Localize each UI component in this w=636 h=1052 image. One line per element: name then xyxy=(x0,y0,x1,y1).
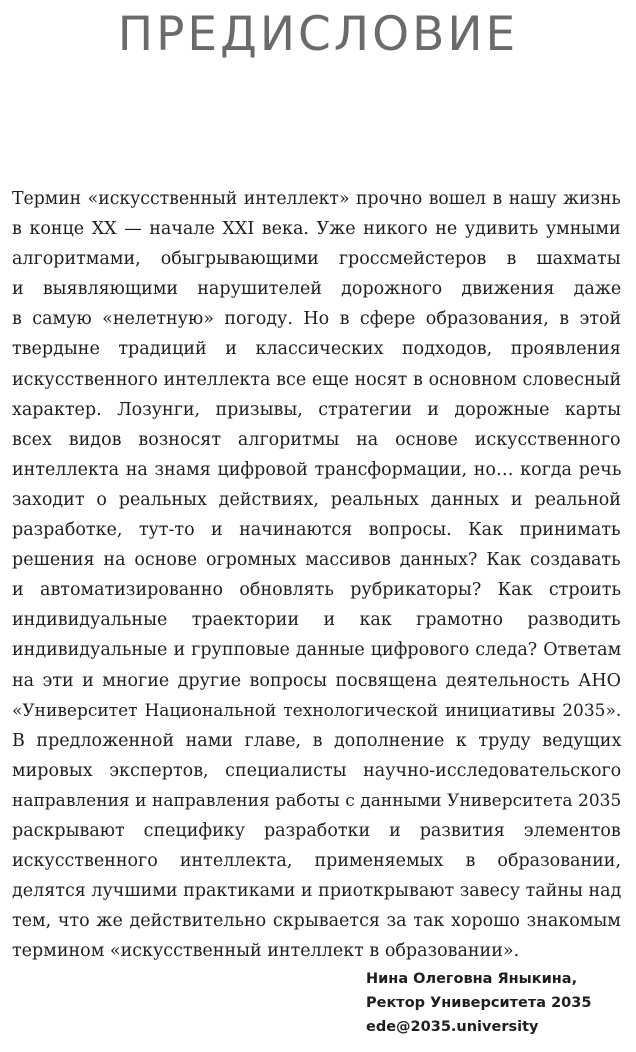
text-line: Термин «искусственный интеллект» прочно вошел в нашу жизнь xyxy=(12,189,621,209)
text-line: В предложенной нами главе, в дополнение к труду ведущих xyxy=(12,730,622,751)
text-line: на эти и многие другие вопросы посвящена деятельность АНО xyxy=(12,670,621,691)
text-line: направления и направления работы с данными Университета 2035 xyxy=(12,790,622,811)
text-line: алгоритмами, обыгрывающими гроссмейстеров в шахматы xyxy=(12,249,621,270)
text-line: разработке, тут-то и начинаются вопросы. Как принимать xyxy=(12,520,621,541)
text-line: и выявляющими нарушителей дорожного движения даже xyxy=(12,279,622,300)
text-line: индивидуальные и групповые данные цифрового следа? Ответам xyxy=(12,640,622,661)
text-line: индивидуальные траектории и как грамотно разводить xyxy=(12,610,621,631)
text-line: тем, что же действительно скрывается за так хорошо знакомым xyxy=(12,911,621,932)
page-title: ПРЕДИСЛОВИЕ xyxy=(117,7,519,62)
signature-block xyxy=(366,967,626,1039)
text-line: в конце XX — начале XXI века. Уже никого не удивить умными xyxy=(12,219,621,240)
text-line: характер. Лозунги, призывы, стратегии и дорожные карты xyxy=(12,399,622,420)
text-line: и автоматизированно обновлять рубрикаторы? Как строить xyxy=(12,580,621,601)
text-line: решения на основе огромных массивов данных? Как создавать xyxy=(12,550,621,571)
text-line: в самую «нелетную» погоду. Но в сфере образования, в этой xyxy=(12,309,622,330)
text-line: твердыне традиций и классических подходов, проявления xyxy=(12,339,621,360)
text-line: заходит о реальных действиях, реальных данных и реальной xyxy=(12,489,621,510)
text-line: всех видов возносят алгоритмы на основе искусственного xyxy=(12,429,621,450)
text-line: интеллекта на знамя цифровой трансформации, но… когда речь xyxy=(12,459,622,480)
author-email: ede@2035.university xyxy=(366,1019,539,1035)
preface-text xyxy=(12,184,622,966)
text-line: термином «искусственный интеллект в образовании». xyxy=(12,941,520,962)
author-name: Нина Олеговна Яныкина, xyxy=(366,971,578,987)
author-position: Ректор Университета 2035 xyxy=(366,995,592,1011)
text-line: мировых экспертов, специалисты научно-исследовательского xyxy=(12,760,622,781)
text-line: раскрывают специфику разработки и развития элементов xyxy=(12,820,621,841)
text-line: делятся лучшими практиками и приоткрывают завесу тайны над xyxy=(12,881,622,902)
text-line: искусственного интеллекта, применяемых в образовании, xyxy=(12,851,622,872)
text-line: «Университет Национальной технологической инициативы 2035». xyxy=(12,700,622,721)
text-line: искусственного интеллекта все еще носят в основном словесный xyxy=(12,369,622,390)
